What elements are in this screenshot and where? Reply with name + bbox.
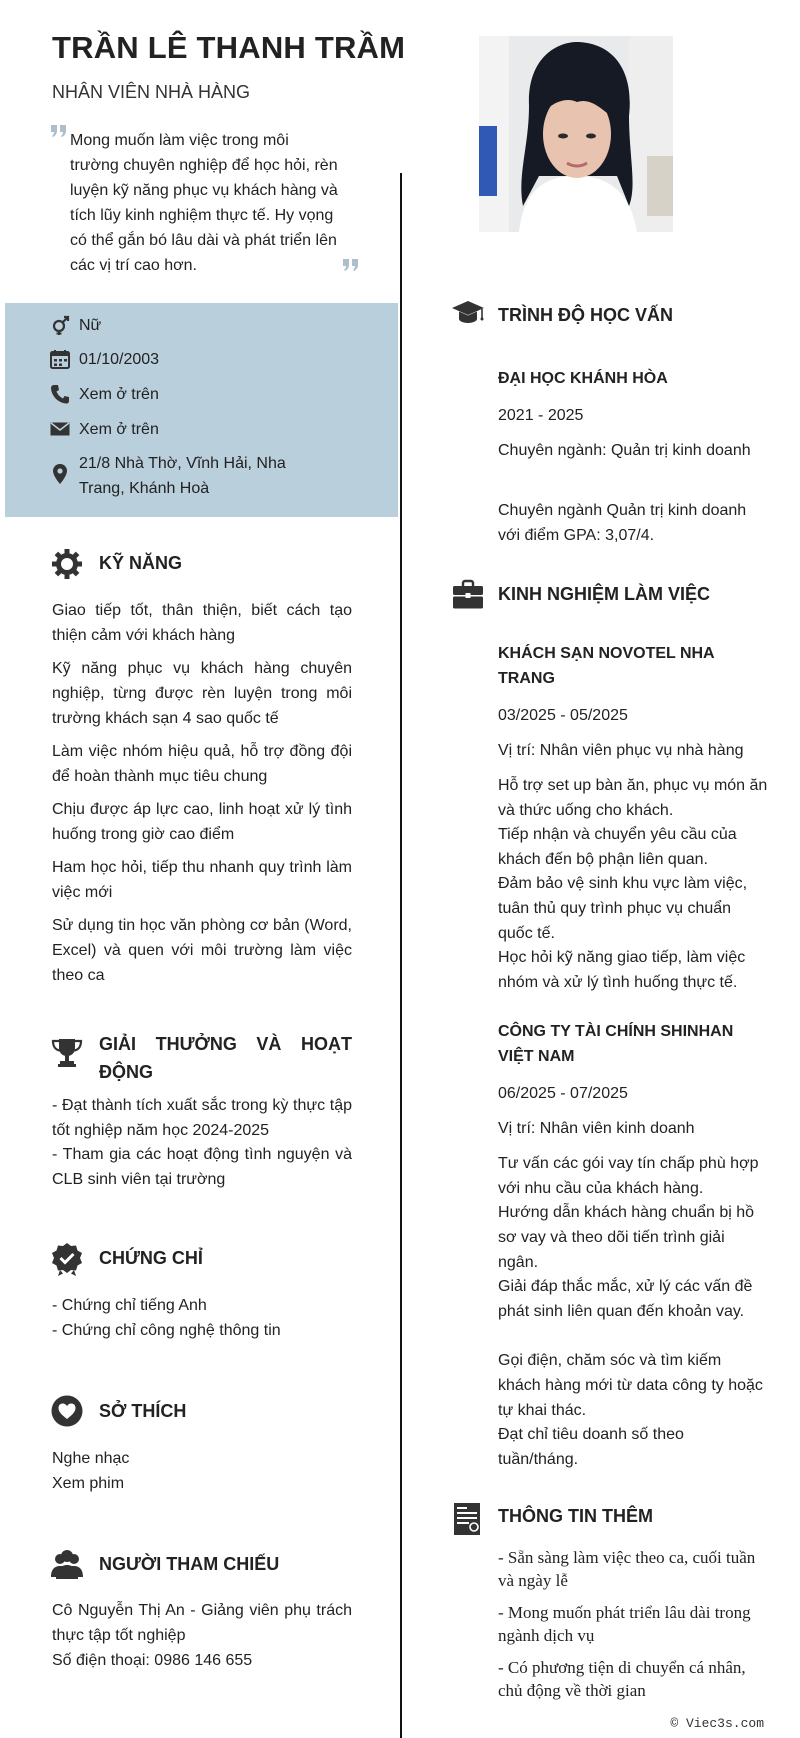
job-duty: Học hỏi kỹ năng giao tiếp, làm việc nhóm và xử lý tình huống thực tế.	[498, 949, 746, 991]
personal-info-box	[5, 303, 398, 517]
job-position: Vị trí: Nhân viên phục vụ nhà hàng	[498, 742, 744, 759]
job-duty: Đạt chỉ tiêu doanh số theo tuần/tháng.	[498, 1426, 684, 1468]
address-value: 21/8 Nhà Thờ, Vĩnh Hải, Nha Trang, Khánh Hoà	[79, 455, 286, 497]
skills-title: KỸ NĂNG	[99, 553, 183, 573]
gear-icon	[50, 547, 84, 581]
birthday-value: 01/10/2003	[79, 351, 160, 368]
hobbies-title: SỞ THÍCH	[99, 1401, 187, 1421]
hobby-item: Nghe nhạc	[52, 1450, 130, 1467]
skill-item: Kỹ năng phục vụ khách hàng chuyên nghiệp, từng được rèn luyện trong môi trường khách sạn 4 sao quốc tế	[52, 660, 352, 727]
certificate-item: - Chứng chỉ công nghệ thông tin	[52, 1322, 281, 1339]
skill-item: Chịu được áp lực cao, linh hoạt xử lý tình huống trong giờ cao điểm	[52, 801, 352, 843]
additional-item: - Sẵn sàng làm việc theo ca, cuối tuần và ngày lễ	[498, 1548, 756, 1590]
skill-item: Ham học hỏi, tiếp thu nhanh quy trình làm việc mới	[52, 859, 352, 901]
award-item: - Tham gia các hoạt động tình nguyện và CLB sinh viên tại trường	[52, 1146, 352, 1188]
briefcase-icon	[451, 578, 485, 612]
job-position: Vị trí: Nhân viên kinh doanh	[498, 1120, 695, 1137]
location-pin-icon	[49, 463, 71, 485]
job-duty: Đảm bảo vệ sinh khu vực làm việc, tuân thủ quy trình phục vụ chuẩn quốc tế.	[498, 875, 748, 942]
career-objective: Mong muốn làm việc trong môi trường chuyên nghiệp để học hỏi, rèn luyện kỹ năng phục vụ khách hàng và tích lũy kinh nghiệm thực tế. Hy vọng có thể gắn bó lâu dài và phát triển lên các vị trí cao hơn.	[70, 132, 338, 274]
certificates-title: CHỨNG CHỈ	[99, 1248, 203, 1268]
additional-item: - Mong muốn phát triển lâu dài trong ngành dịch vụ	[498, 1603, 751, 1645]
profile-photo	[479, 36, 673, 232]
certificate-badge-icon	[50, 1242, 84, 1276]
skill-item: Giao tiếp tốt, thân thiện, biết cách tạo thiện cảm với khách hàng	[52, 602, 352, 644]
additional-info-title: THÔNG TIN THÊM	[498, 1506, 653, 1526]
email-value: Xem ở trên	[79, 421, 159, 438]
certificate-item: - Chứng chỉ tiếng Anh	[52, 1297, 207, 1314]
job-title: NHÂN VIÊN NHÀ HÀNG	[52, 82, 251, 102]
references-title: NGƯỜI THAM CHIẾU	[99, 1554, 280, 1574]
job-period: 06/2025 - 07/2025	[498, 1085, 628, 1102]
job-duty: Tiếp nhận và chuyển yêu cầu của khách đến bộ phận liên quan.	[498, 826, 737, 868]
job-duty: Tư vấn các gói vay tín chấp phù hợp với nhu cầu của khách hàng.	[498, 1155, 759, 1197]
job-duty: Hỗ trợ set up bàn ăn, phục vụ món ăn và thức uống cho khách.	[498, 777, 768, 819]
phone-value: Xem ở trên	[79, 386, 159, 403]
education-major: Chuyên ngành: Quản trị kinh doanh	[498, 442, 751, 459]
hobby-item: Xem phim	[52, 1475, 125, 1492]
gender-icon	[49, 314, 71, 336]
job-duty: Gọi điện, chăm sóc và tìm kiếm khách hàng mới từ data công ty hoặc tự khai thác.	[498, 1352, 763, 1419]
job-period: 03/2025 - 05/2025	[498, 707, 628, 724]
watermark: © Viec3s.com	[670, 1716, 764, 1731]
column-divider	[400, 173, 402, 1738]
experience-title: KINH NGHIỆM LÀM VIỆC	[498, 584, 711, 604]
graduation-cap-icon	[451, 296, 485, 330]
phone-icon	[49, 383, 71, 405]
education-period: 2021 - 2025	[498, 407, 584, 424]
award-item: - Đạt thành tích xuất sắc trong kỳ thực tập tốt nghiệp năm học 2024-2025	[52, 1097, 352, 1139]
envelope-icon	[49, 418, 71, 440]
calendar-icon	[49, 348, 71, 370]
education-title: TRÌNH ĐỘ HỌC VẤN	[498, 305, 673, 325]
awards-title: GIẢI THƯỞNG VÀ HOẠT ĐỘNG	[99, 1034, 352, 1082]
education-gpa: Chuyên ngành Quản trị kinh doanh với điểm GPA: 3,07/4.	[498, 502, 747, 544]
job-company: KHÁCH SẠN NOVOTEL NHA TRANG	[498, 645, 715, 687]
reference-phone: Số điện thoại: 0986 146 655	[52, 1652, 253, 1669]
quote-open-icon	[50, 124, 68, 138]
job-company: CÔNG TY TÀI CHÍNH SHINHAN VIỆT NAM	[498, 1023, 734, 1065]
people-icon	[50, 1547, 84, 1581]
skill-item: Sử dụng tin học văn phòng cơ bản (Word, Excel) và quen với môi trường làm việc theo ca	[52, 917, 352, 984]
school-name: ĐẠI HỌC KHÁNH HÒA	[498, 370, 668, 387]
skill-item: Làm việc nhóm hiệu quả, hỗ trợ đồng đội để hoàn thành mục tiêu chung	[52, 743, 352, 785]
gender-value: Nữ	[79, 317, 102, 334]
job-duty: Giải đáp thắc mắc, xử lý các vấn đề phát sinh liên quan đến khoản vay.	[498, 1278, 753, 1320]
trophy-icon	[50, 1036, 84, 1070]
job-duty: Hướng dẫn khách hàng chuẩn bị hồ sơ vay và theo dõi tiến trình giải ngân.	[498, 1204, 755, 1271]
additional-item: - Có phương tiện di chuyển cá nhân, chủ động về thời gian	[498, 1658, 746, 1700]
candidate-name: TRẦN LÊ THANH TRẦM	[52, 30, 406, 65]
heart-icon	[50, 1394, 84, 1428]
reference-person: Cô Nguyễn Thị An - Giảng viên phụ trách thực tập tốt nghiệp	[52, 1602, 352, 1644]
quote-close-icon	[342, 258, 360, 272]
document-icon	[451, 1502, 485, 1536]
